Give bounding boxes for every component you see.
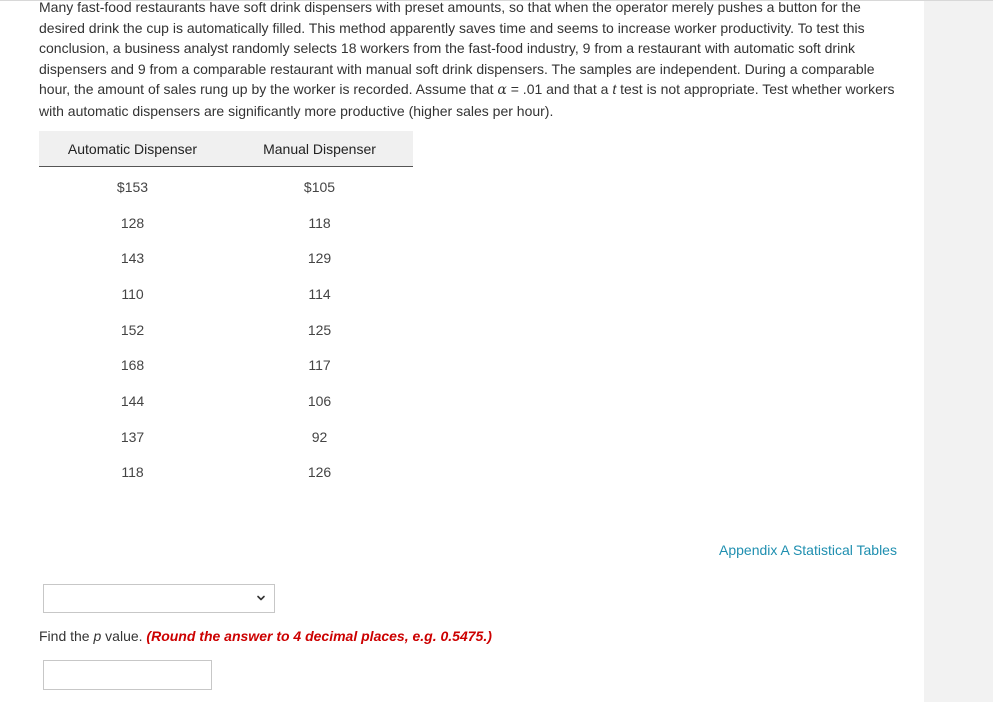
manual-cell: 117 [308, 357, 331, 374]
appendix-statistical-tables-link[interactable]: Appendix A Statistical Tables [719, 542, 897, 558]
table-row [39, 312, 413, 348]
sales-data-table [39, 131, 413, 490]
automatic-cell: 118 [121, 464, 144, 481]
manual-cell: 126 [307, 464, 332, 481]
chevron-down-icon [255, 592, 267, 604]
automatic-cell: 137 [120, 428, 145, 445]
p-value-question [39, 628, 492, 644]
problem-text-part-2: = .01 and that a [506, 81, 613, 98]
automatic-cell: 128 [120, 214, 145, 231]
table-row [39, 240, 413, 276]
manual-cell: 106 [307, 392, 332, 409]
p-symbol: p [93, 628, 102, 644]
manual-cell: $105 [303, 178, 336, 195]
automatic-cell: $153 [116, 178, 149, 195]
table-header-row [39, 131, 413, 167]
automatic-cell: 110 [121, 285, 144, 302]
problem-text-part-1: Many fast-food restaurants have soft drink dispensers with preset amounts, so that when the operator merely pushes a button for the desired drink the cup is automatically filled. This method apparently saves time and seems to increase worker productivity. To test this conclusion, a business analyst randomly selects 18 workers from the fast-food industry, 9 from a restaurant with automatic soft drink dispensers and 9 from a comparable restaurant with manual soft drink dispensers. The samples are independent. During a comparable hour, the amount of sales rung up by the worker is recorded. Assume that [39, 0, 875, 98]
alpha-symbol: α [497, 82, 507, 99]
table-row [39, 383, 413, 419]
table-row [39, 167, 413, 205]
p-value-answer-input[interactable] [43, 660, 212, 690]
table-row [39, 347, 413, 383]
automatic-cell: 143 [120, 250, 145, 267]
problem-statement [39, 0, 909, 122]
rounding-hint: (Round the answer to 4 decimal places, e.g. 0.5475.) [146, 628, 492, 644]
question-middle: value. [101, 628, 147, 644]
table-row [39, 205, 413, 241]
question-prefix: Find the [39, 628, 94, 644]
t-symbol: t [612, 81, 617, 98]
header-automatic-dispenser: Automatic Dispenser [39, 131, 226, 167]
hypothesis-dropdown[interactable] [43, 584, 275, 613]
problem-text-part-3: test is not appropriate. Test whether workers with automatic dispensers are significantly more productive (higher sales per hour). [39, 81, 895, 119]
automatic-cell: 144 [120, 392, 145, 409]
table-row [39, 276, 413, 312]
manual-cell: 129 [307, 250, 332, 267]
manual-cell: 92 [311, 428, 328, 445]
table-row [39, 455, 413, 491]
automatic-cell: 168 [120, 357, 145, 374]
table-row [39, 419, 413, 455]
automatic-cell: 152 [120, 321, 145, 338]
manual-cell: 118 [308, 214, 331, 231]
manual-cell: 114 [308, 285, 331, 302]
header-manual-dispenser: Manual Dispenser [226, 131, 413, 167]
manual-cell: 125 [307, 321, 332, 338]
